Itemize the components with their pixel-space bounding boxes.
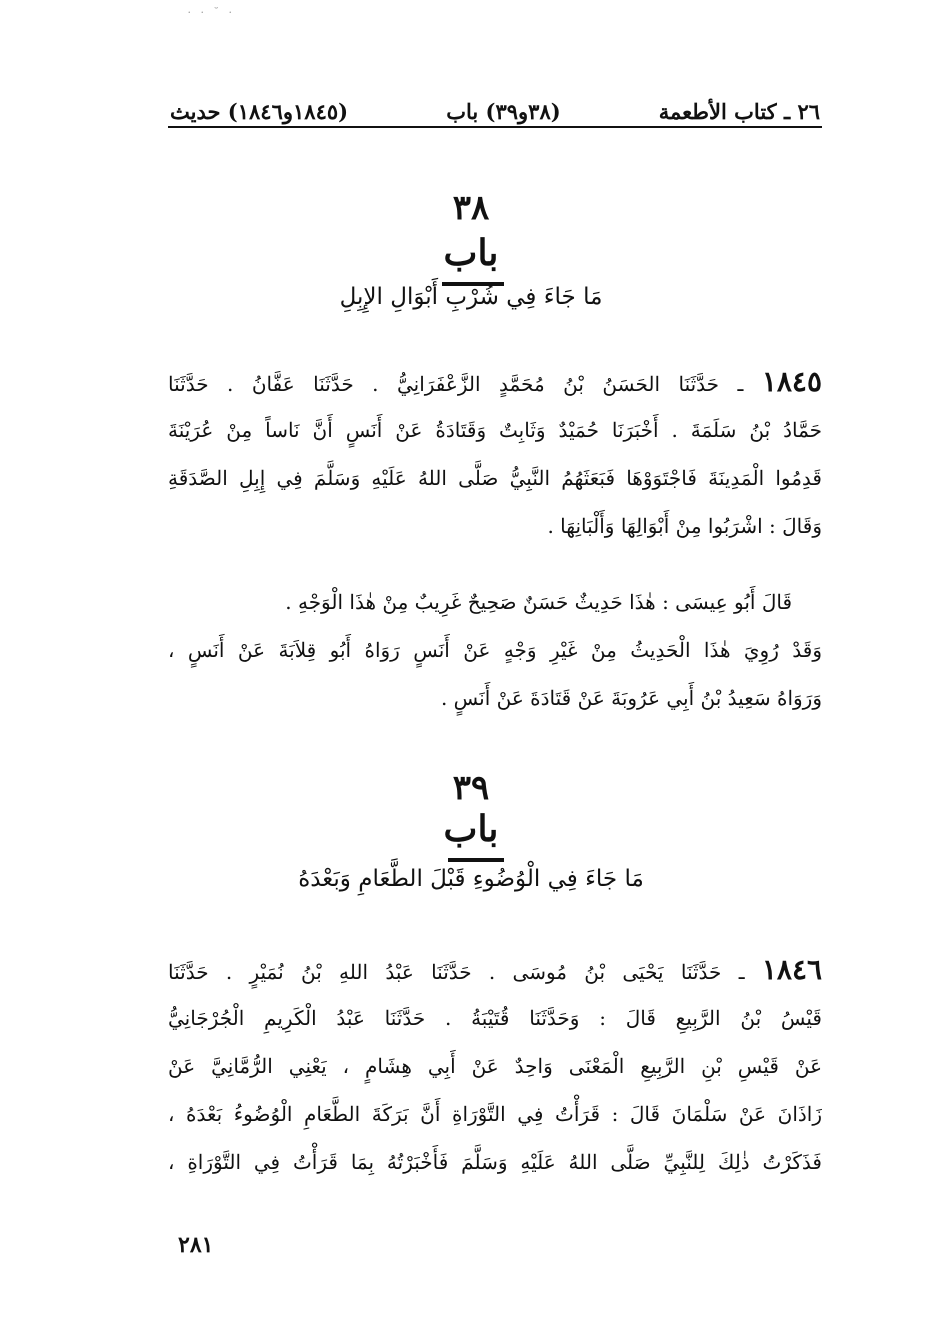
header-section: ٢٦ ـ كتاب الأطعمة <box>658 99 820 124</box>
header-hadiths: (١٨٤٥و١٨٤٦) حديث <box>170 99 349 124</box>
hadith-line <box>168 946 822 994</box>
hadith-block <box>168 358 822 550</box>
hadith-line <box>168 358 822 406</box>
hadith-line: عَنْ قَيْسِ بْنِ الرَّبِيعِ الْمَعْنَى وَاحِدٌ عَنْ أَبِي هِشَامٍ ، يَعْنِي الرُّمَّانِيَّ عَنْ <box>168 1054 822 1078</box>
page-number: ٢٨١ <box>178 1232 214 1258</box>
hadith-text: ـ حَدَّثَنَا الحَسَنُ بْنُ مُحَمَّدٍ الزَّعْفَرَانِيُّ . حَدَّثَنَا عَفَّانُ . حَدَّثَنَا <box>168 372 744 396</box>
hadith-line: قَيْسُ بْنُ الرَّبِيعِ قَالَ : وَحَدَّثَنَا قُتَيْبَةُ . حَدَّثَنَا عَبْدُ الْكَرِيمِ الْجُرْجَانِيُّ <box>168 1006 822 1030</box>
commentary-block <box>168 578 822 722</box>
bab-underline <box>448 858 504 862</box>
bab-heading: باب <box>443 232 499 274</box>
chapter-number: ٣٨ <box>452 188 490 228</box>
commentary-line: وَقَدْ رُوِيَ هٰذَا الْحَدِيثُ مِنْ غَيْرِ وَجْهٍ عَنْ أَنَسٍ رَوَاهُ أَبُو قِلاَبَةَ عَنْ أَنَسٍ ، <box>168 638 822 662</box>
chapter-title: مَا جَاءَ فِي الْوُضُوءِ قَبْلَ الطَّعَامِ وَبَعْدَهُ <box>298 866 644 892</box>
hadith-number: ١٨٤٥ <box>761 365 822 398</box>
hadith-line: فَذَكَرْتُ ذٰلِكَ لِلنَّبِيِّ صَلَّى اللهُ عَلَيْهِ وَسَلَّمَ فَأَخْبَرْتُهُ بِمَا قَرَأْتُ فِي التَّوْرَاةِ ، <box>168 1150 822 1174</box>
hadith-number: ١٨٤٦ <box>761 953 822 986</box>
hadith-text: ـ حَدَّثَنَا يَحْيَى بْنُ مُوسَى . حَدَّثَنَا عَبْدُ اللهِ بْنُ نُمَيْرٍ . حَدَّثَنَا <box>168 960 745 984</box>
hadith-line: وَقَالَ : اشْرَبُوا مِنْ أَبْوَالِهَا وَأَلْبَانِهَا . <box>547 514 822 538</box>
scan-speck: · ˘ · · <box>187 6 235 19</box>
hadith-line: زَاذَانَ عَنْ سَلْمَانَ قَالَ : قَرَأْتُ فِي التَّوْرَاةِ أَنَّ بَرَكَةَ الطَّعَامِ الْوُضُوءُ بَعْدَهُ ، <box>168 1102 822 1126</box>
chapter-title: مَا جَاءَ فِي شُرْبِ أَبْوَالِ الإِبِلِ <box>339 284 603 310</box>
running-header <box>170 84 820 124</box>
hadith-block <box>168 946 822 1186</box>
chapter-number: ٣٩ <box>452 768 490 808</box>
hadith-line: قَدِمُوا الْمَدِينَةَ فَاجْتَوَوْهَا فَبَعَثَهُمُ النَّبِيُّ صَلَّى اللهُ عَلَيْهِ وَسَلَّمَ فِي إِبِلِ الصَّدَقَةِ <box>168 466 822 490</box>
bab-heading: باب <box>443 808 499 850</box>
commentary-line: وَرَوَاهُ سَعِيدُ بْنُ أَبِي عَرُوبَةَ عَنْ قَتَادَةَ عَنْ أَنَسٍ . <box>440 686 822 710</box>
hadith-line: حَمَّادُ بْنُ سَلَمَةَ . أَخْبَرَنَا حُمَيْدٌ وَثَابِتٌ وَقَتَادَةُ عَنْ أَنَسٍ أَنَّ نَاساً مِنْ عُرَيْنَةَ <box>168 418 822 442</box>
header-rule <box>168 126 822 128</box>
commentary-line: قَالَ أَبُو عِيسَى : هٰذَا حَدِيثٌ حَسَنٌ صَحِيحٌ غَرِيبٌ مِنْ هٰذَا الْوَجْهِ . <box>285 590 792 614</box>
header-chapters: (٣٨و٣٩) باب <box>446 99 561 124</box>
